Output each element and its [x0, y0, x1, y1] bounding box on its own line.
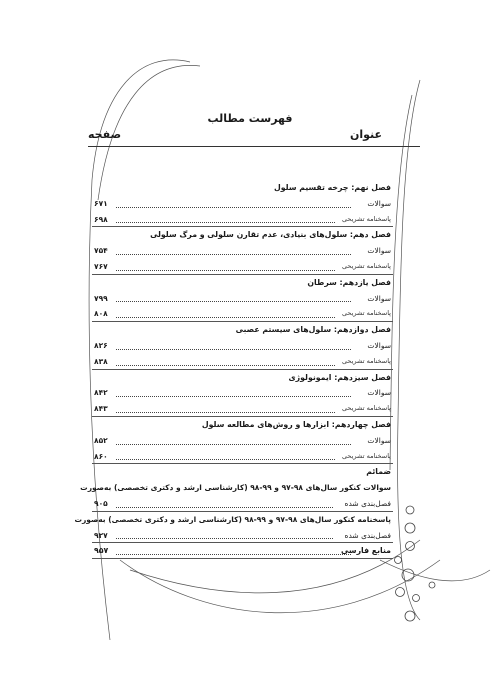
toc-appendix-item-1[interactable] [80, 480, 393, 496]
dot-leader [116, 349, 351, 350]
toc-page-number: ۹۲۷ [94, 530, 108, 540]
toc-page-number: ۸۶۰ [94, 451, 108, 461]
table-of-contents [74, 180, 393, 559]
toc-row-label: سوالات [367, 340, 391, 350]
toc-row-label: پاسخنامه تشریحی [341, 261, 391, 270]
toc-row-label: پاسخنامه تشریحی [341, 214, 391, 223]
toc-row[interactable] [92, 338, 393, 354]
toc-page-number: ۸۳۸ [94, 356, 108, 366]
toc-row[interactable] [92, 528, 393, 544]
toc-chapter-title: فصل سیزدهم: ایمونولوژی [288, 372, 391, 382]
toc-row-label: سوالات [367, 388, 391, 398]
page-column-heading: صفحه [88, 128, 122, 141]
toc-row[interactable] [92, 433, 393, 449]
toc-row[interactable] [92, 449, 393, 465]
toc-row[interactable] [92, 354, 393, 370]
toc-row[interactable] [92, 385, 393, 401]
toc-row[interactable] [92, 196, 393, 212]
toc-chapter-title: فصل چهاردهم: ابزارها و روش‌های مطالعه سلول [201, 419, 391, 429]
toc-row[interactable] [92, 212, 393, 228]
dot-leader [116, 254, 351, 255]
toc-page-number: ۷۹۹ [94, 293, 108, 303]
toc-section-title: ضمائم [366, 467, 391, 477]
toc-chapter-12[interactable] [92, 322, 393, 338]
dot-leader [116, 396, 351, 397]
toc-row-label: سوالات [367, 198, 391, 208]
toc-row[interactable] [92, 306, 393, 322]
dot-leader [116, 270, 335, 271]
section-divider [92, 558, 393, 559]
dot-leader [116, 538, 333, 539]
toc-page-number: ۸۴۳ [94, 404, 108, 414]
toc-row-label: پاسخنامه تشریحی [341, 404, 391, 413]
dot-leader [116, 412, 335, 413]
toc-page-number: ۷۶۷ [94, 261, 108, 271]
toc-row-label: سوالات [367, 246, 391, 256]
dot-leader [116, 301, 351, 302]
dot-leader [116, 365, 335, 366]
page-title: فهرست مطالب [207, 112, 293, 125]
toc-row-label: پاسخنامه تشریحی [341, 451, 391, 460]
toc-page-number: ۸۰۸ [94, 309, 108, 319]
toc-row-label: فصل‌بندی شده [344, 530, 391, 540]
toc-page-number: ۶۹۸ [94, 214, 108, 224]
dot-leader [116, 459, 335, 460]
toc-chapter-title: فصل دوازدهم: سلول‌های سیستم عصبی [235, 325, 391, 335]
toc-row[interactable] [92, 259, 393, 275]
toc-row-label: پاسخنامه کنکور سال‌های ۹۸-۹۷ و ۹۹-۹۸ (کارشناسی ارشد و دکتری تخصصی) به‌صورت [74, 514, 391, 524]
toc-page-number: ۹۰۵ [94, 498, 108, 508]
toc-row-label: سوالات [367, 293, 391, 303]
dot-leader [116, 222, 335, 223]
toc-chapter-14[interactable] [92, 417, 393, 433]
title-column-heading: عنوان [349, 128, 382, 141]
dot-leader [116, 554, 351, 555]
toc-row-label: سوالات کنکور سال‌های ۹۸-۹۷ و ۹۹-۹۸ (کارشناسی ارشد و دکتری تخصصی) به‌صورت [80, 483, 391, 493]
toc-row[interactable] [92, 496, 393, 512]
toc-row[interactable] [92, 243, 393, 259]
dot-leader [116, 317, 335, 318]
header-divider [88, 146, 420, 147]
toc-chapter-title: فصل نهم: چرخه تقسیم سلول [273, 183, 391, 192]
toc-references[interactable] [92, 543, 393, 559]
toc-page-number: ۸۲۶ [94, 340, 108, 350]
toc-row-label: منابع فارسی [341, 546, 391, 556]
toc-page-number: ۶۷۱ [94, 198, 108, 208]
toc-row-label: پاسخنامه تشریحی [341, 356, 391, 365]
dot-leader [116, 507, 333, 508]
toc-page-number: ۸۴۲ [94, 388, 108, 398]
dot-leader [116, 444, 351, 445]
dot-leader [116, 207, 351, 208]
toc-chapter-title: فصل یازدهم: سرطان [307, 277, 391, 287]
toc-chapter-9[interactable] [92, 180, 393, 196]
toc-row[interactable] [92, 401, 393, 417]
toc-chapter-title: فصل دهم: سلول‌های بنیادی، عدم تقارن سلولی و مرگ سلولی [150, 230, 391, 240]
toc-page-number: ۷۵۴ [94, 246, 108, 256]
toc-chapter-11[interactable] [92, 275, 393, 291]
toc-row[interactable] [92, 291, 393, 307]
toc-chapter-10[interactable] [92, 227, 393, 243]
toc-appendix-item-2[interactable] [74, 512, 393, 528]
toc-page-number: ۹۵۷ [94, 546, 109, 556]
toc-row-label: سوالات [367, 435, 391, 445]
toc-appendix-heading[interactable] [92, 464, 393, 480]
toc-page-number: ۸۵۲ [94, 435, 108, 445]
toc-row-label: پاسخنامه تشریحی [341, 309, 391, 318]
toc-chapter-13[interactable] [92, 370, 393, 386]
toc-row-label: فصل‌بندی شده [344, 498, 391, 508]
